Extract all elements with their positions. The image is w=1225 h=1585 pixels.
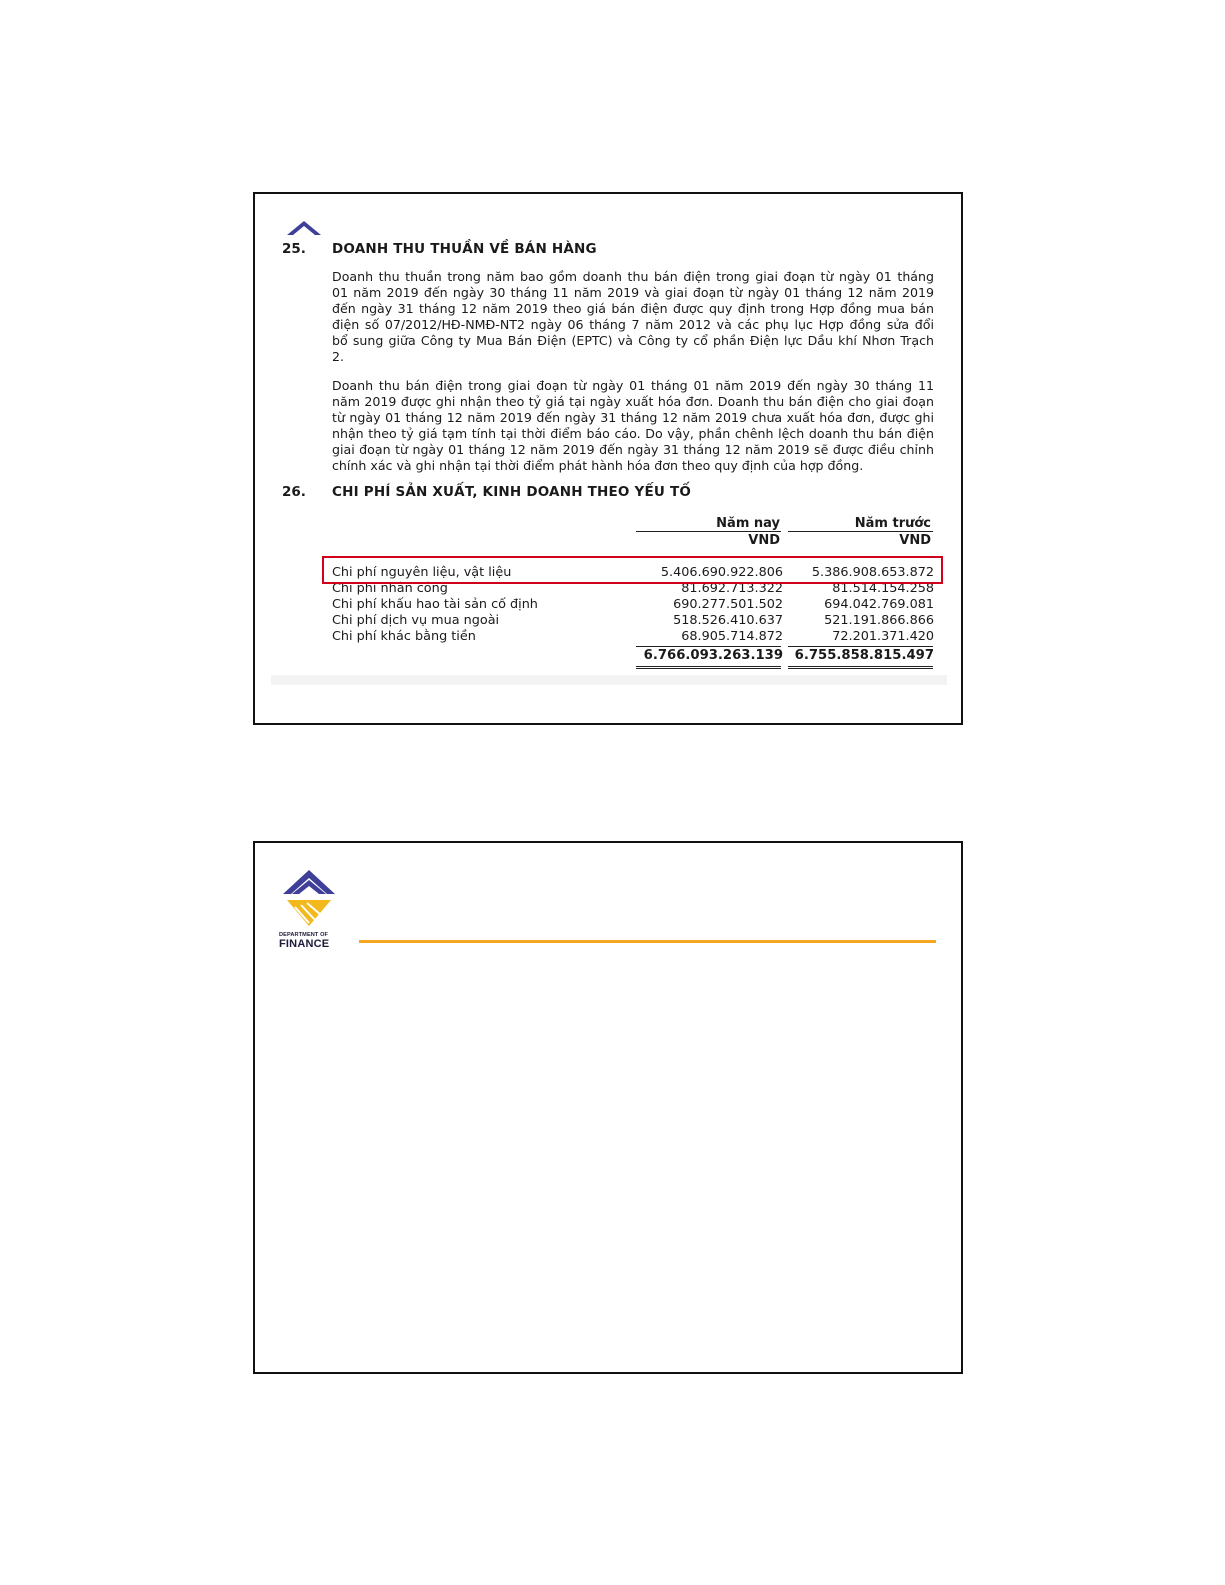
- paragraph-line: bổ sung giữa Công ty Mua Bán Điện (EPTC) và Công ty cổ phần Điện lực Dầu khí Nhơn Trạch: [332, 333, 934, 349]
- logo-wordmark: [279, 933, 329, 950]
- row-value-current: 518.526.410.637: [673, 613, 783, 628]
- table-row: [332, 629, 934, 645]
- section-number: 25.: [282, 241, 306, 257]
- section-title: CHI PHÍ SẢN XUẤT, KINH DOANH THEO YẾU TỐ: [332, 484, 692, 500]
- total-double-rule: [636, 666, 781, 669]
- header-rule: [788, 531, 933, 532]
- paragraph-line: Doanh thu thuần trong năm bao gồm doanh thu bán điện trong giai đoạn từ ngày 01 tháng: [332, 269, 934, 284]
- department-of-finance-logo-icon: [279, 868, 339, 930]
- row-value-current: 5.406.690.922.806: [660, 565, 783, 580]
- slide-2: [253, 841, 963, 1374]
- column-header-current-year: Năm nay: [716, 516, 780, 531]
- row-value-previous: 81.514.154.258: [832, 581, 934, 596]
- row-label: Chi phí dịch vụ mua ngoài: [332, 613, 500, 628]
- row-value-previous: 72.201.371.420: [832, 629, 934, 644]
- row-label: Chi phí nhân công: [332, 581, 448, 596]
- row-value-current: 68.905.714.872: [681, 629, 783, 644]
- paragraph-1: [332, 269, 934, 366]
- row-label: Chi phí khấu hao tài sản cố định: [332, 597, 538, 612]
- row-value-previous: 521.191.866.866: [824, 613, 934, 628]
- row-value-current: 690.277.501.502: [673, 597, 783, 612]
- paragraph-line: chính xác và ghi nhận tại thời điểm phát hành hóa đơn theo quy định của hợp đồng.: [332, 458, 864, 474]
- logo-line-1: DEPARTMENT OF: [279, 932, 329, 938]
- total-double-rule: [788, 666, 933, 669]
- department-logo-mark-icon: [287, 221, 321, 237]
- row-value-previous: 694.042.769.081: [824, 597, 934, 612]
- paragraph-line: giai đoạn từ ngày 01 tháng 12 năm 2019 đến ngày 31 tháng 12 năm 2019 sẽ được điều chỉnh: [332, 442, 934, 458]
- paragraph-line: nhận theo tỷ giá tạm tính tại thời điểm báo cáo. Do vậy, phần chênh lệch doanh thu bán điện: [332, 426, 934, 442]
- row-value-current: 81.692.713.322: [681, 581, 783, 596]
- row-label: Chi phí khác bằng tiền: [332, 629, 476, 644]
- paragraph-line: năm 2019 được ghi nhận theo tỷ giá tại ngày xuất hóa đơn. Doanh thu bán điện cho giai đoạn: [332, 394, 934, 410]
- section-number: 26.: [282, 484, 306, 500]
- scan-edge-shadow: [271, 675, 947, 685]
- slide-1: [253, 192, 963, 725]
- total-value-previous: 6.755.858.815.497: [794, 648, 934, 663]
- header-rule: [359, 940, 936, 943]
- logo-line-2: FINANCE: [279, 937, 330, 950]
- section-title: DOANH THU THUẦN VỀ BÁN HÀNG: [332, 241, 597, 257]
- paragraph-line: 2.: [332, 349, 345, 365]
- row-value-previous: 5.386.908.653.872: [811, 565, 934, 580]
- table-row: [332, 597, 934, 613]
- total-rule: [788, 646, 933, 647]
- total-rule: [636, 646, 781, 647]
- header-rule: [636, 531, 781, 532]
- highlight-box: [322, 556, 943, 584]
- column-unit-current: VND: [748, 533, 780, 548]
- column-header-previous-year: Năm trước: [854, 516, 931, 531]
- paragraph-line: điện số 07/2012/HĐ-NMĐ-NT2 ngày 06 tháng 7 năm 2012 và các phụ lục Hợp đồng sửa đổi: [332, 317, 934, 333]
- total-row: [332, 648, 934, 664]
- paragraph-line: 01 năm 2019 đến ngày 30 tháng 11 năm 2019 và giai đoạn từ ngày 01 tháng 12 năm 2019: [332, 285, 934, 301]
- row-label: Chi phí nguyên liệu, vật liệu: [332, 565, 512, 580]
- total-value-current: 6.766.093.263.139: [643, 648, 783, 663]
- table-row: [332, 613, 934, 629]
- paragraph-line: từ ngày 01 tháng 12 năm 2019 đến ngày 31 tháng 12 năm 2019 chưa xuất hóa đơn, được ghi: [332, 410, 934, 426]
- paragraph-line: Doanh thu bán điện trong giai đoạn từ ngày 01 tháng 01 năm 2019 đến ngày 30 tháng 11: [332, 378, 934, 393]
- column-unit-previous: VND: [899, 533, 931, 548]
- paragraph-line: đến ngày 31 tháng 12 năm 2019 theo giá bán điện được quy định trong Hợp đồng mua bán: [332, 301, 934, 317]
- paragraph-2: [332, 378, 934, 475]
